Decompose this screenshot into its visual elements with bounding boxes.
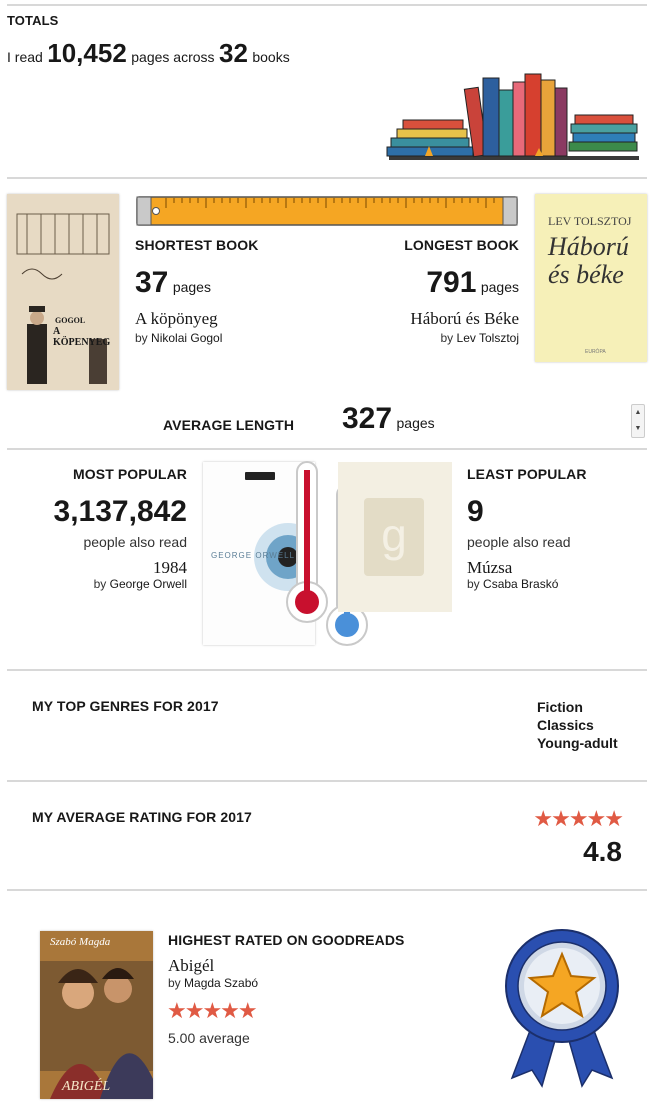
award-ribbon-icon xyxy=(500,928,624,1088)
least-popular-author[interactable]: Csaba Braskó xyxy=(483,577,559,591)
rating-label: MY AVERAGE RATING FOR 2017 xyxy=(32,809,252,825)
genre-item[interactable]: Fiction xyxy=(537,699,583,715)
scroll-control[interactable] xyxy=(631,404,645,438)
totals-pages: 10,452 xyxy=(47,38,127,68)
cover-author: GOGOL xyxy=(55,316,86,325)
cover-title: A KÖPENYEG xyxy=(53,326,111,348)
shortest-author[interactable]: Nikolai Gogol xyxy=(151,331,223,345)
average-unit: pages xyxy=(396,415,435,431)
least-popular-count: 9 xyxy=(467,495,484,528)
longest-label: LONGEST BOOK xyxy=(404,237,519,253)
ruler-illustration xyxy=(136,194,518,228)
least-popular-label: LEAST POPULAR xyxy=(467,466,587,482)
genres-list xyxy=(537,698,618,752)
placeholder-book-icon xyxy=(364,498,424,576)
divider-genres xyxy=(7,669,647,671)
genre-item[interactable]: Young-adult xyxy=(537,735,618,751)
totals-middle: pages across xyxy=(131,49,215,65)
most-popular-author[interactable]: George Orwell xyxy=(109,577,187,591)
least-popular-by: by xyxy=(467,577,480,591)
least-popular-byline xyxy=(467,577,558,591)
longest-by: by xyxy=(440,331,454,345)
cover-illustration xyxy=(7,194,119,390)
shortest-label: SHORTEST BOOK xyxy=(135,237,259,253)
cover-haboru-es-beke[interactable] xyxy=(535,194,647,362)
totals-prefix: I read xyxy=(7,49,43,65)
signet-badge xyxy=(245,472,275,480)
least-popular-sub: people also read xyxy=(467,534,571,550)
cover-title-line-1: Háború xyxy=(548,232,629,261)
cover-muzsa-placeholder[interactable] xyxy=(338,462,452,612)
cover-abigel[interactable] xyxy=(40,931,153,1099)
shortest-by: by xyxy=(135,331,148,345)
longest-pages-line xyxy=(426,266,519,300)
cover-author: Szabó Magda xyxy=(50,936,111,948)
rating-stars-icon: ★★★★★ xyxy=(533,806,622,831)
divider-highest xyxy=(7,889,647,891)
most-popular-count: 3,137,842 xyxy=(53,495,187,528)
cover-author: GEORGE ORWELL xyxy=(211,551,295,560)
cover-author: LEV TOLSZTOJ xyxy=(548,214,632,228)
highest-stars-icon: ★★★★★ xyxy=(167,998,256,1023)
longest-title[interactable]: Háború és Béke xyxy=(410,309,519,328)
most-popular-sub: people also read xyxy=(83,534,187,550)
highest-by: by xyxy=(168,976,181,990)
average-pages: 327 xyxy=(342,402,393,435)
highest-author[interactable]: Magda Szabó xyxy=(184,976,259,990)
bookshelf-illustration xyxy=(385,68,647,164)
shortest-byline xyxy=(135,331,222,345)
average-pages-line xyxy=(342,402,435,436)
most-popular-title[interactable]: 1984 xyxy=(153,558,187,577)
genres-label: MY TOP GENRES FOR 2017 xyxy=(32,698,219,714)
most-popular-label: MOST POPULAR xyxy=(73,466,187,482)
most-popular-byline xyxy=(94,577,187,591)
highest-average: 5.00 average xyxy=(168,1030,250,1046)
cover-a-kopenyeg[interactable] xyxy=(7,194,119,390)
genre-item[interactable]: Classics xyxy=(537,717,594,733)
divider-books xyxy=(7,177,647,179)
highest-label: HIGHEST RATED ON GOODREADS xyxy=(168,932,405,948)
divider-rating xyxy=(7,780,647,782)
most-popular-by: by xyxy=(93,577,107,591)
shortest-pages-line xyxy=(135,266,211,300)
highest-byline xyxy=(168,976,258,990)
divider-popular xyxy=(7,448,647,450)
shortest-pages: 37 xyxy=(135,266,169,299)
scroll-down-icon[interactable]: ▼ xyxy=(634,425,642,432)
average-label: AVERAGE LENGTH xyxy=(163,417,295,433)
longest-unit: pages xyxy=(480,279,519,295)
totals-heading: TOTALS xyxy=(7,13,59,28)
least-popular-title[interactable]: Múzsa xyxy=(467,558,513,577)
cover-publisher: EURÓPA xyxy=(585,349,606,355)
highest-title[interactable]: Abigél xyxy=(168,956,215,975)
cover-title-line-2: és béke xyxy=(548,260,624,289)
cover-title: ABIGÉL xyxy=(62,1079,111,1094)
thermometer-high-icon xyxy=(285,460,329,625)
longest-byline xyxy=(440,331,519,345)
shortest-title[interactable]: A köpönyeg xyxy=(135,309,218,328)
placeholder-letter: g xyxy=(381,509,407,561)
totals-line xyxy=(7,38,290,69)
totals-suffix: books xyxy=(252,49,290,65)
divider-top xyxy=(7,4,647,6)
longest-author[interactable]: Lev Tolsztoj xyxy=(456,331,519,345)
shortest-unit: pages xyxy=(172,279,211,295)
longest-pages: 791 xyxy=(426,266,477,299)
totals-books: 32 xyxy=(218,38,248,68)
scroll-up-icon[interactable]: ▲ xyxy=(634,409,642,416)
cover-illustration xyxy=(40,931,153,1099)
rating-value: 4.8 xyxy=(583,836,622,867)
